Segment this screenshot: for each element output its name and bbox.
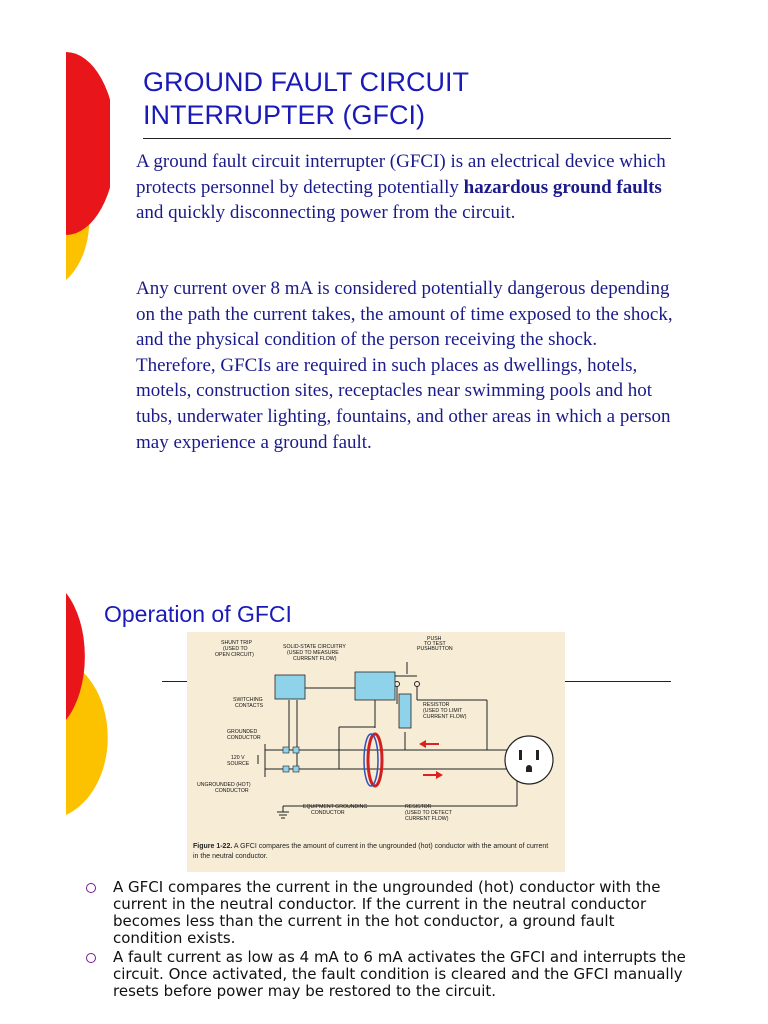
label-source: 120 V SOURCE [227, 755, 250, 767]
gfci-circuit-drawing [187, 632, 565, 842]
shunt-trip-box [275, 675, 305, 699]
slide2-rule-right [565, 681, 671, 682]
bullet-text: A GFCI compares the current in the ungrounded (hot) conductor with the current in the neutral conductor. If the current in the neutral conductor becomes less than the current in the hot conductor, a ground fault condition exists. [113, 878, 661, 947]
gfci-bullet-list [86, 879, 686, 1002]
label-switching-contacts: SWITCHING CONTACTS [233, 697, 264, 709]
switching-contact [293, 747, 299, 753]
title-underline [143, 138, 671, 139]
list-item [86, 949, 686, 1000]
solid-state-box [355, 672, 395, 700]
current-arrow-right-icon [423, 771, 443, 779]
gfci-diagram [187, 632, 565, 872]
gfci-definition-paragraph [136, 149, 681, 226]
danger-paragraph: Any current over 8 mA is considered potentially dangerous depending on the path the current takes, the amount of time exposed to the shock, and the physical condition of the person receiving the shock. Therefore, GFCIs are required in such places as dwellings, hotels, motels, construction sites, receptacles near swimming pools and hot tubs, underwater lighting, fountains, and other areas in which a person may experience a ground fault. [136, 278, 673, 453]
slide2-rule-left [162, 681, 187, 682]
slide1-title [143, 66, 663, 132]
limit-resistor [399, 694, 411, 728]
label-solid-state: SOLID-STATE CIRCUITRY (USED TO MEASURE CURRENT FLOW) [283, 644, 346, 662]
label-grounded-conductor: GROUNDED CONDUCTOR [227, 729, 261, 741]
bullet-circle-icon [86, 883, 96, 893]
list-item [86, 879, 686, 947]
definition-text: A ground fault circuit interrupter (GFCI) is an electrical device which protects personnel by detecting potentially [136, 151, 666, 198]
switching-contact [283, 766, 289, 772]
slide2-title: Operation of GFCI [104, 601, 292, 627]
label-resistor-detect: RESISTOR (USED TO DETECT CURRENT FLOW) [405, 804, 452, 822]
title-line-1: GROUND FAULT CIRCUIT [143, 67, 470, 97]
definition-emphasis: hazardous ground faults [463, 176, 662, 198]
bullet-text: A fault current as low as 4 mA to 6 mA activates the GFCI and interrupts the circuit. Once activated, the fault condition is cleared and the GFCI manually resets before power may be restored to the circuit. [113, 948, 686, 1000]
current-arrow-left-icon [419, 740, 439, 748]
receptacle-icon [505, 736, 553, 784]
label-push-to-test: PUSH TO TEST PUSHBUTTON [417, 636, 453, 652]
caption-text: A GFCI compares the amount of current in the ungrounded (hot) conductor with the amount of current in the neutral conductor. [193, 843, 549, 860]
label-resistor-limit: RESISTOR (USED TO LIMIT CURRENT FLOW) [423, 702, 467, 720]
title-line-2: INTERRUPTER (GFCI) [143, 100, 425, 130]
switching-contact [283, 747, 289, 753]
pushbutton-contact-icon [415, 682, 420, 687]
switching-contact [293, 766, 299, 772]
slide1-decoration [0, 40, 110, 290]
label-ungrounded-conductor: UNGROUNDED (HOT) CONDUCTOR [197, 782, 251, 794]
definition-text-end: and quickly disconnecting power from the circuit. [136, 202, 516, 224]
label-equipment-grounding: EQUIPMENT GROUNDING CONDUCTOR [303, 804, 368, 816]
bullet-circle-icon [86, 953, 96, 963]
sensing-coil [368, 734, 382, 786]
figure-caption [193, 842, 555, 861]
label-shunt-trip: SHUNT TRIP (USED TO OPEN CIRCUIT) [215, 640, 254, 658]
caption-label: Figure 1-22. [193, 843, 233, 850]
